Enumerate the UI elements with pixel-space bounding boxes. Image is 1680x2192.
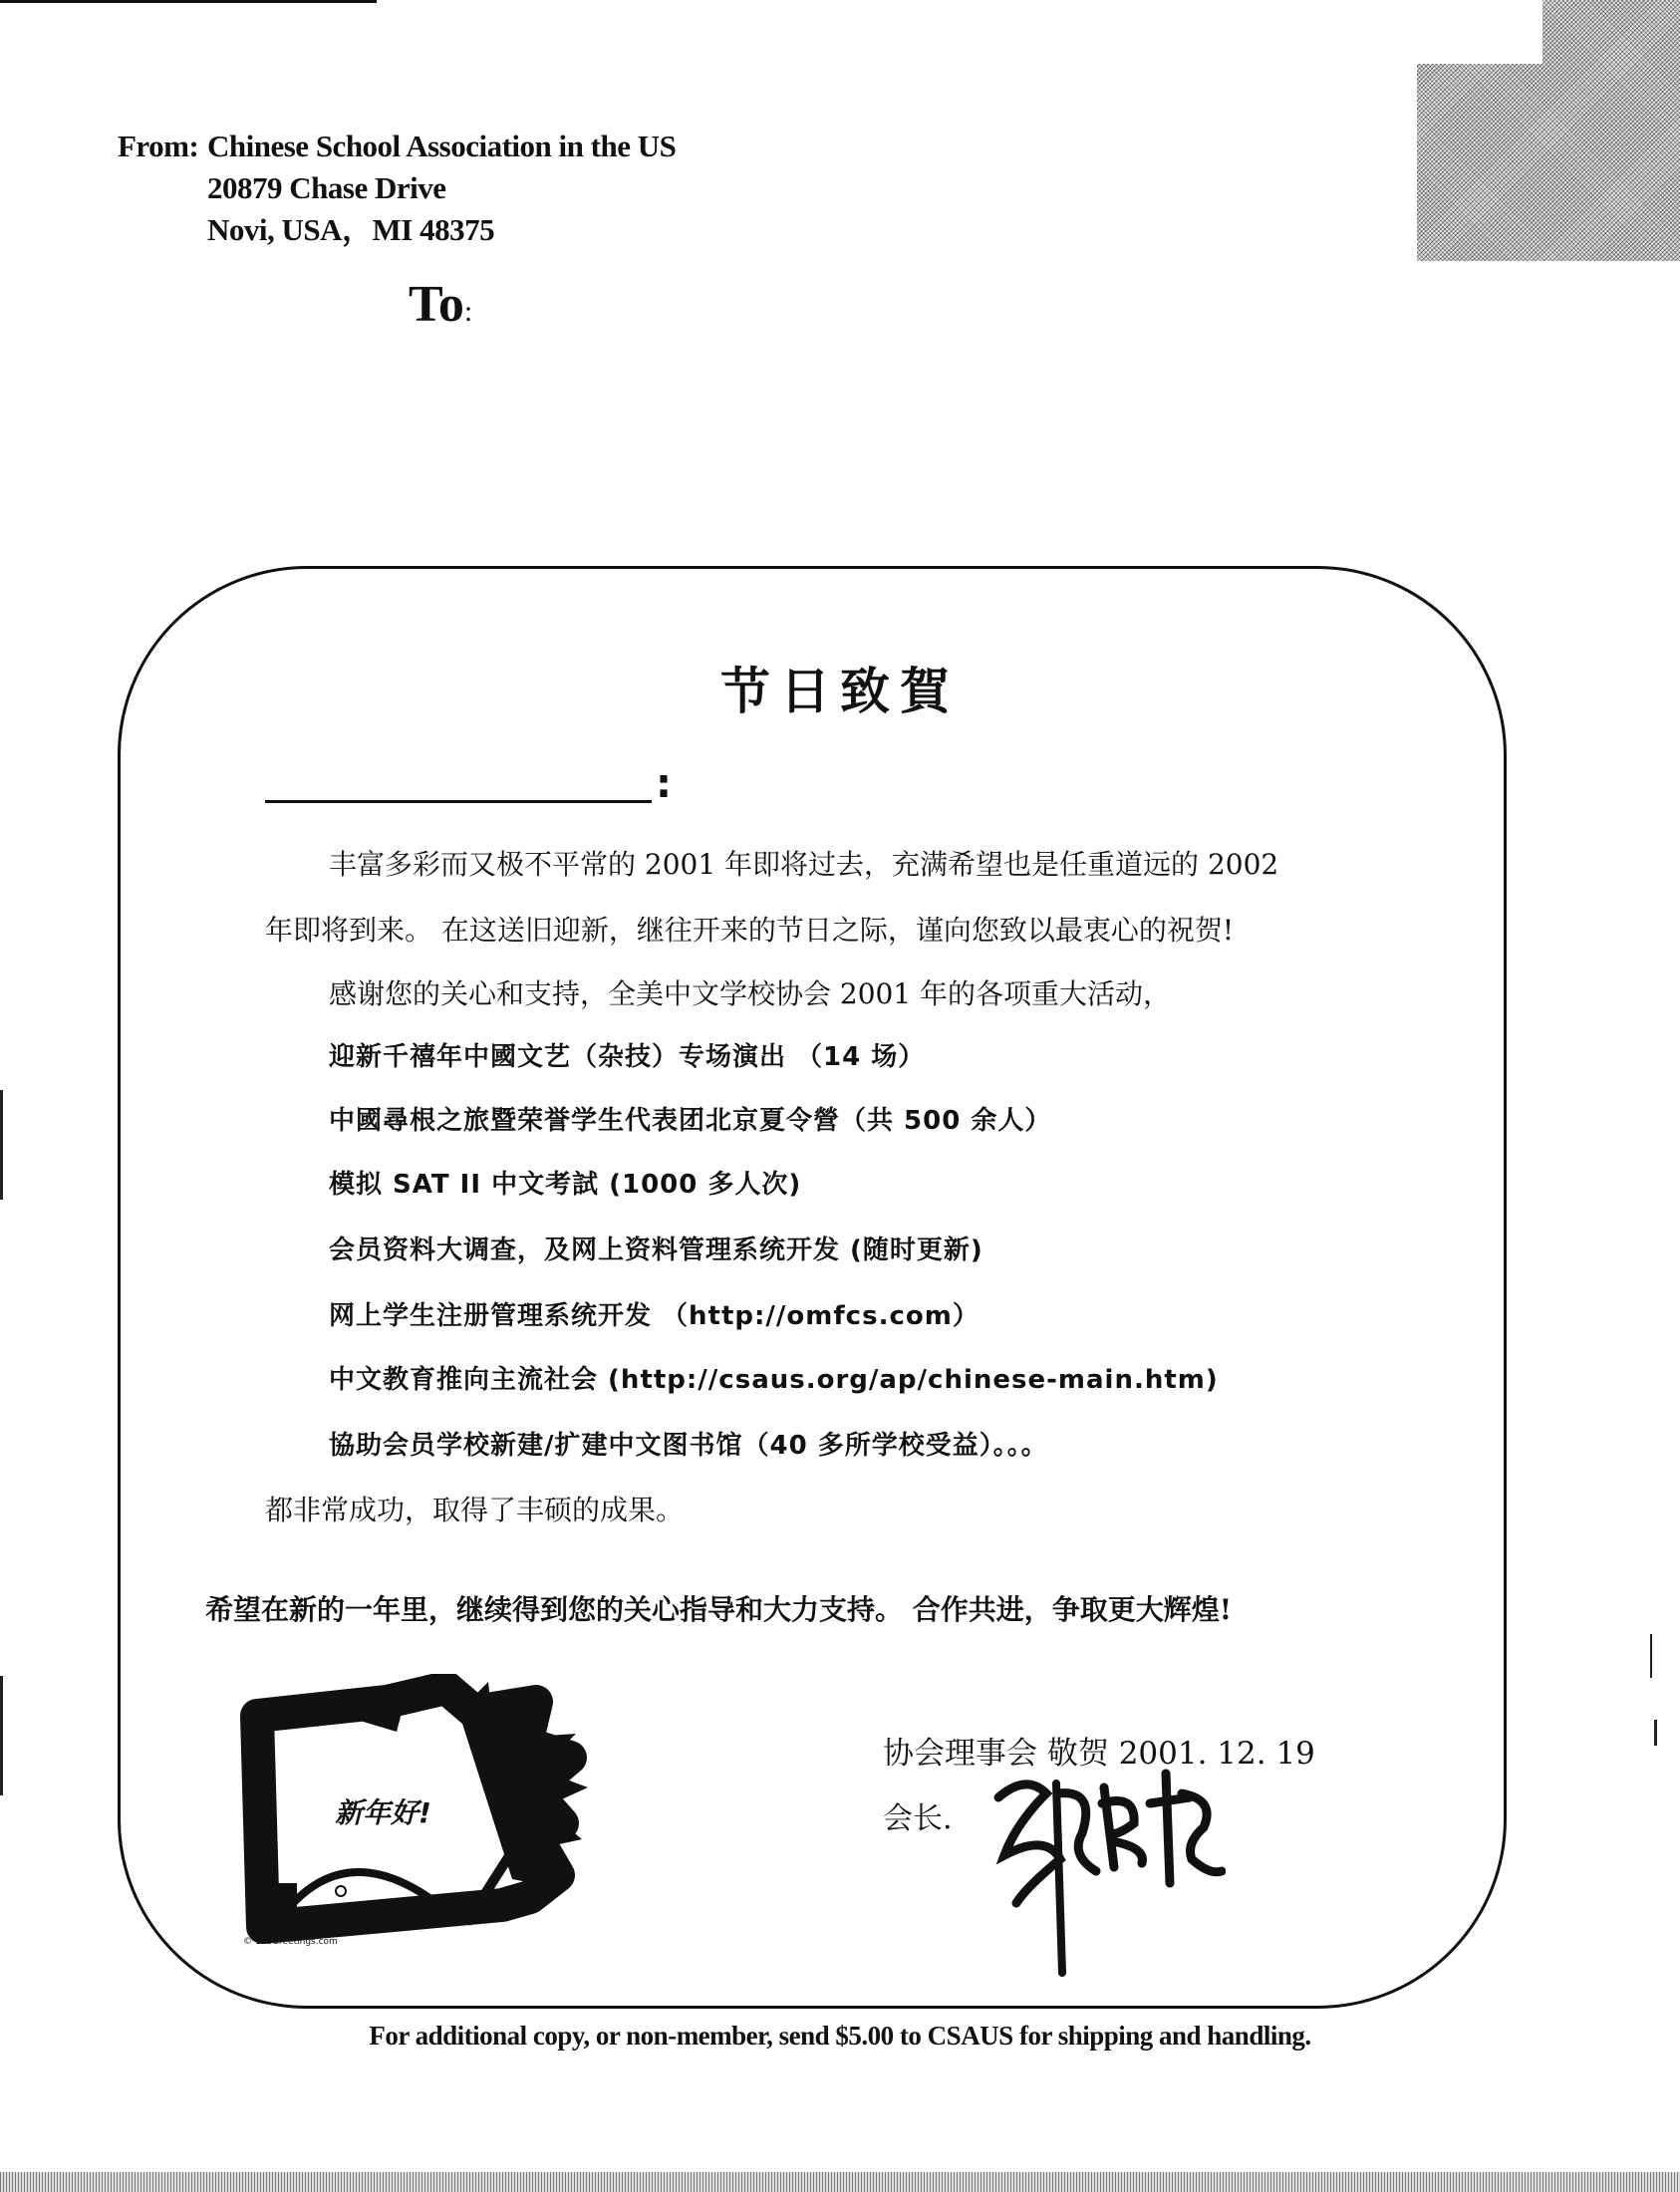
- salutation-blank-line: [265, 800, 652, 803]
- scan-halftone-notch: [1417, 0, 1542, 64]
- activity-item: 网上学生注册管理系统开发 （http://omfcs.com）: [329, 1301, 980, 1331]
- paragraph-1-line-2: 年即将到来。 在这送旧迎新，继往开来的节日之际，谨向您致以最衷心的祝贺!: [265, 914, 1235, 947]
- scan-edge-mark-left-2: [0, 1676, 3, 1795]
- result-line: 都非常成功，取得了丰硕的成果。: [265, 1494, 685, 1526]
- sender-city-line: Novi, USA，MI 48375: [207, 212, 495, 247]
- activity-item: 模拟 SAT II 中文考試 (1000 多人次): [329, 1170, 802, 1200]
- signed-by-line: 协会理事会 敬贺 2001. 12. 19: [883, 1736, 1315, 1772]
- activity-item: 迎新千禧年中國文艺（杂技）专场演出 （14 场）: [329, 1042, 926, 1072]
- footer-shipping-note: For additional copy, or non-member, send $5.00 to CSAUS for shipping and handling.: [369, 2021, 1311, 2051]
- activity-item: 中國尋根之旅暨荣誉学生代表团北京夏令營（共 500 余人）: [329, 1106, 1052, 1136]
- activity-item: 会员资料大调查，及网上资料管理系统开发 (随时更新): [329, 1235, 983, 1265]
- sender-organization: Chinese School Association in the US: [207, 129, 677, 163]
- closing-line: 希望在新的一年里，继续得到您的关心指导和大力支持。 合作共进，争取更大辉煌!: [205, 1593, 1233, 1626]
- paragraph-2: 感谢您的关心和支持，全美中文学校协会 2001 年的各项重大活动，: [329, 977, 1172, 1010]
- to-colon: :: [463, 295, 473, 328]
- scan-edge-line: [0, 0, 377, 3]
- activity-item: 中文教育推向主流社会 (http://csaus.org/ap/chinese-main.htm): [329, 1365, 1219, 1395]
- handwritten-signature: [986, 1764, 1226, 1983]
- greeting-image-credit: © 123Greetings.com: [243, 1937, 338, 1947]
- greeting-image-text: 新年好!: [335, 1796, 431, 1829]
- scan-halftone-bottom: [0, 2172, 1680, 2192]
- to-text: To: [409, 276, 464, 333]
- sender-street: 20879 Chase Drive: [207, 170, 446, 205]
- activity-item: 協助会员学校新建/扩建中文图书馆（40 多所学校受益）。。。: [329, 1431, 1048, 1461]
- salutation-colon: :: [656, 761, 672, 807]
- paragraph-1-line-1: 丰富多彩而又极不平常的 2001 年即将过去，充满希望也是任重道远的 2002: [329, 848, 1279, 881]
- recipient-to-label: [409, 275, 472, 334]
- scan-edge-mark-right-2: [1654, 1720, 1657, 1746]
- card-title: 节日致賀: [720, 662, 960, 720]
- sender-address-block: [118, 126, 676, 251]
- scan-edge-mark-left-1: [0, 1090, 3, 1200]
- scan-edge-mark-right-1: [1650, 1634, 1652, 1678]
- from-label: From:: [118, 129, 199, 163]
- president-label: 会长.: [883, 1801, 953, 1836]
